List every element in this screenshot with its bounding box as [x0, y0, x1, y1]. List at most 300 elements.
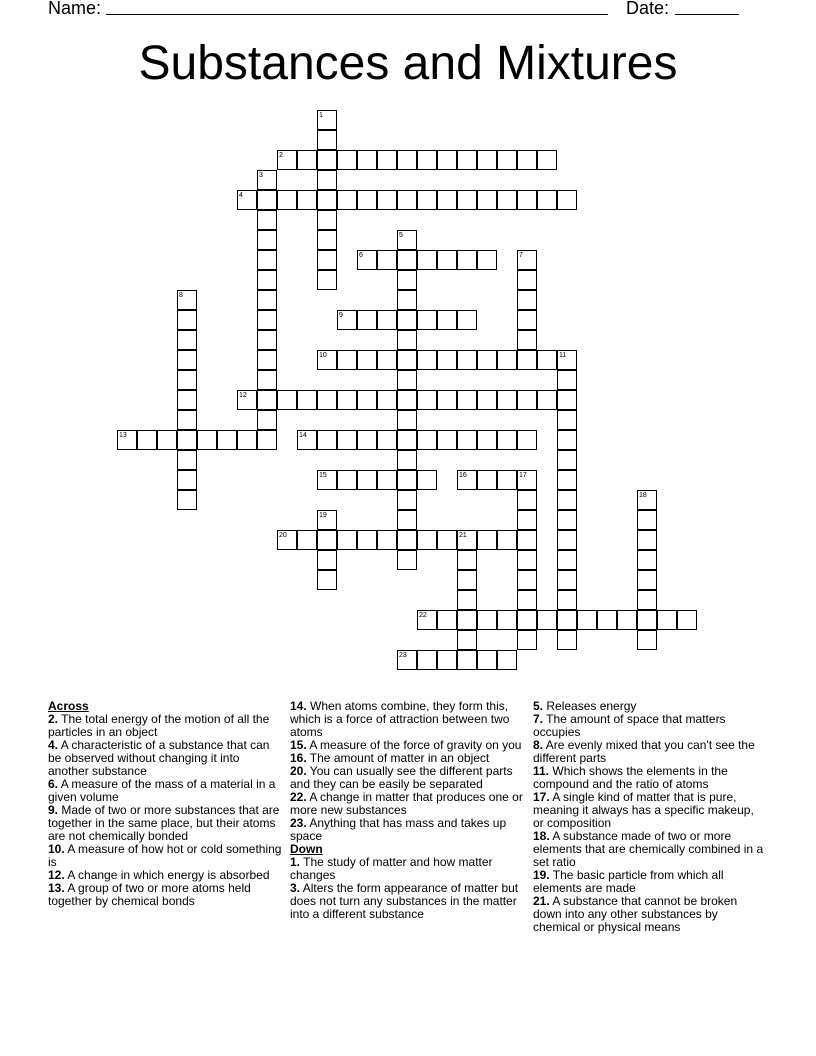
clue-number-label: 8 [179, 292, 183, 299]
grid-cell[interactable] [517, 470, 537, 490]
grid-cell[interactable] [437, 650, 457, 670]
grid-cell[interactable] [317, 270, 337, 290]
grid-cell[interactable] [557, 390, 577, 410]
clue-number: 10. [48, 842, 65, 856]
grid-cell[interactable] [257, 170, 277, 190]
grid-cell[interactable] [437, 430, 457, 450]
clue-down-18 [533, 830, 767, 869]
grid-cell[interactable] [217, 430, 237, 450]
grid-cell[interactable] [177, 330, 197, 350]
grid-cell[interactable] [457, 530, 477, 550]
grid-cell[interactable] [457, 310, 477, 330]
grid-cell[interactable] [257, 430, 277, 450]
grid-cell[interactable] [517, 550, 537, 570]
grid-cell[interactable] [557, 510, 577, 530]
grid-cell[interactable] [457, 550, 477, 570]
grid-cell[interactable] [177, 350, 197, 370]
grid-cell[interactable] [557, 590, 577, 610]
grid-cell[interactable] [477, 350, 497, 370]
clue-text: When atoms combine, they form this, which is a force of attraction between two atoms [290, 699, 510, 739]
grid-cell[interactable] [257, 310, 277, 330]
grid-cell[interactable] [317, 130, 337, 150]
grid-cell[interactable] [677, 610, 697, 630]
down-heading: Down [290, 842, 323, 856]
grid-cell[interactable] [637, 510, 657, 530]
grid-cell[interactable] [637, 590, 657, 610]
clue-down-7 [533, 713, 767, 739]
grid-cell[interactable] [597, 610, 617, 630]
grid-cell[interactable] [137, 430, 157, 450]
grid-cell[interactable] [457, 190, 477, 210]
grid-cell[interactable] [377, 250, 397, 270]
clue-number: 12. [48, 868, 65, 882]
clue-number: 22. [290, 790, 307, 804]
grid-cell[interactable] [377, 150, 397, 170]
grid-cell[interactable] [317, 210, 337, 230]
grid-cell[interactable] [397, 550, 417, 570]
grid-cell[interactable] [257, 290, 277, 310]
grid-cell[interactable] [517, 570, 537, 590]
grid-cell[interactable] [257, 230, 277, 250]
clue-number: 6. [48, 777, 59, 791]
grid-cell[interactable] [557, 370, 577, 390]
clue-text: Made of two or more substances that are together in the same place, but their atoms are not chemically bonded [48, 803, 280, 843]
clue-text: A characteristic of a substance that can be observed without changing it into another substance [48, 738, 270, 778]
grid-cell[interactable] [517, 590, 537, 610]
clue-across-9 [48, 804, 282, 843]
clue-number-label: 18 [639, 492, 647, 499]
clue-number: 9. [48, 803, 59, 817]
grid-cell[interactable] [177, 430, 197, 450]
clue-text: Anything that has mass and takes up space [290, 816, 507, 843]
grid-cell[interactable] [497, 150, 517, 170]
grid-cell[interactable] [297, 190, 317, 210]
grid-cell[interactable] [637, 610, 657, 630]
grid-cell[interactable] [357, 150, 377, 170]
grid-cell[interactable] [557, 190, 577, 210]
grid-cell[interactable] [437, 150, 457, 170]
clue-down-3 [290, 882, 526, 921]
grid-cell[interactable] [417, 470, 437, 490]
grid-cell[interactable] [457, 350, 477, 370]
grid-cell[interactable] [177, 390, 197, 410]
grid-cell[interactable] [637, 570, 657, 590]
grid-cell[interactable] [397, 530, 417, 550]
grid-cell[interactable] [357, 470, 377, 490]
grid-cell[interactable] [477, 610, 497, 630]
grid-cell[interactable] [457, 250, 477, 270]
grid-cell[interactable] [337, 190, 357, 210]
grid-cell[interactable] [177, 470, 197, 490]
grid-cell[interactable] [417, 430, 437, 450]
grid-cell[interactable] [317, 350, 337, 370]
grid-cell[interactable] [317, 510, 337, 530]
grid-cell[interactable] [557, 490, 577, 510]
grid-cell[interactable] [477, 530, 497, 550]
clue-number-label: 7 [519, 252, 523, 259]
clue-number-label: 11 [559, 352, 567, 359]
clue-number: 7. [533, 712, 544, 726]
grid-cell[interactable] [517, 330, 537, 350]
clue-number-label: 3 [259, 172, 263, 179]
clue-text: The total energy of the motion of all the particles in an object [48, 712, 270, 739]
grid-cell[interactable] [517, 610, 537, 630]
grid-cell[interactable] [337, 430, 357, 450]
clue-number: 19. [533, 868, 550, 882]
grid-cell[interactable] [557, 630, 577, 650]
grid-cell[interactable] [257, 250, 277, 270]
grid-cell[interactable] [377, 530, 397, 550]
grid-cell[interactable] [317, 150, 337, 170]
clue-text: A measure of the force of gravity on you [306, 738, 522, 752]
grid-cell[interactable] [537, 350, 557, 370]
grid-cell[interactable] [457, 650, 477, 670]
clues-column-3 [533, 700, 767, 934]
grid-cell[interactable] [397, 310, 417, 330]
grid-cell[interactable] [117, 430, 137, 450]
grid-cell[interactable] [637, 490, 657, 510]
grid-cell[interactable] [357, 530, 377, 550]
grid-cell[interactable] [257, 410, 277, 430]
grid-cell[interactable] [297, 150, 317, 170]
grid-cell[interactable] [417, 150, 437, 170]
grid-cell[interactable] [397, 350, 417, 370]
clue-number: 16. [290, 751, 307, 765]
grid-cell[interactable] [437, 310, 457, 330]
clue-text: A measure of how hot or cold something is [48, 842, 282, 869]
grid-cell[interactable] [437, 350, 457, 370]
grid-cell[interactable] [517, 150, 537, 170]
clue-across-10 [48, 843, 282, 869]
grid-cell[interactable] [397, 370, 417, 390]
grid-cell[interactable] [337, 390, 357, 410]
clue-across-22 [290, 791, 526, 817]
clue-number-label: 9 [339, 312, 343, 319]
grid-cell[interactable] [477, 390, 497, 410]
clue-text: A measure of the mass of a material in a given volume [48, 777, 276, 804]
grid-cell[interactable] [397, 490, 417, 510]
grid-cell[interactable] [637, 550, 657, 570]
grid-cell[interactable] [517, 310, 537, 330]
grid-cell[interactable] [617, 610, 637, 630]
grid-cell[interactable] [237, 430, 257, 450]
clue-number: 20. [290, 764, 307, 778]
grid-cell[interactable] [197, 430, 217, 450]
grid-cell[interactable] [497, 650, 517, 670]
grid-cell[interactable] [437, 530, 457, 550]
grid-cell[interactable] [337, 150, 357, 170]
grid-cell[interactable] [317, 550, 337, 570]
grid-cell[interactable] [417, 190, 437, 210]
grid-cell[interactable] [257, 270, 277, 290]
grid-cell[interactable] [397, 430, 417, 450]
grid-cell[interactable] [557, 430, 577, 450]
grid-cell[interactable] [557, 470, 577, 490]
clue-number: 23. [290, 816, 307, 830]
grid-cell[interactable] [517, 290, 537, 310]
grid-cell[interactable] [417, 350, 437, 370]
grid-cell[interactable] [557, 610, 577, 630]
grid-cell[interactable] [457, 570, 477, 590]
grid-cell[interactable] [557, 450, 577, 470]
grid-cell[interactable] [397, 230, 417, 250]
grid-cell[interactable] [237, 390, 257, 410]
clues-column-1 [48, 700, 282, 908]
clue-down-17 [533, 791, 767, 830]
grid-cell[interactable] [337, 470, 357, 490]
grid-cell[interactable] [457, 430, 477, 450]
grid-cell[interactable] [517, 490, 537, 510]
grid-cell[interactable] [337, 350, 357, 370]
grid-cell[interactable] [257, 350, 277, 370]
clue-number-label: 15 [319, 472, 327, 479]
grid-cell[interactable] [177, 310, 197, 330]
grid-cell[interactable] [397, 190, 417, 210]
grid-cell[interactable] [457, 590, 477, 610]
clue-text: Alters the form appearance of matter but does not turn any substances in the matter into a different substance [290, 881, 519, 921]
grid-cell[interactable] [457, 390, 477, 410]
grid-cell[interactable] [517, 630, 537, 650]
clue-number-label: 19 [319, 512, 327, 519]
grid-cell[interactable] [397, 270, 417, 290]
grid-cell[interactable] [257, 370, 277, 390]
grid-cell[interactable] [497, 190, 517, 210]
clue-number-label: 14 [299, 432, 307, 439]
clue-text: A change in which energy is absorbed [64, 868, 270, 882]
grid-cell[interactable] [457, 630, 477, 650]
grid-cell[interactable] [177, 290, 197, 310]
grid-cell[interactable] [477, 190, 497, 210]
grid-cell[interactable] [177, 450, 197, 470]
clue-number-label: 6 [359, 252, 363, 259]
clue-number: 5. [533, 699, 544, 713]
grid-cell[interactable] [397, 390, 417, 410]
grid-cell[interactable] [437, 190, 457, 210]
grid-cell[interactable] [517, 270, 537, 290]
grid-cell[interactable] [457, 610, 477, 630]
clues-column-2 [290, 700, 526, 921]
clue-number-label: 22 [419, 612, 427, 619]
grid-cell[interactable] [317, 110, 337, 130]
grid-cell[interactable] [537, 610, 557, 630]
clue-text: A substance that cannot be broken down into any other substances by chemical or physical means [533, 894, 738, 934]
grid-cell[interactable] [277, 190, 297, 210]
grid-cell[interactable] [357, 350, 377, 370]
grid-cell[interactable] [257, 190, 277, 210]
grid-cell[interactable] [477, 470, 497, 490]
grid-cell[interactable] [517, 430, 537, 450]
grid-cell[interactable] [377, 390, 397, 410]
clue-number: 21. [533, 894, 550, 908]
grid-cell[interactable] [497, 350, 517, 370]
grid-cell[interactable] [657, 610, 677, 630]
grid-cell[interactable] [437, 390, 457, 410]
grid-cell[interactable] [277, 390, 297, 410]
grid-cell[interactable] [317, 530, 337, 550]
grid-cell[interactable] [177, 490, 197, 510]
grid-cell[interactable] [537, 390, 557, 410]
grid-cell[interactable] [557, 350, 577, 370]
clue-number-label: 1 [319, 112, 323, 119]
clue-number: 3. [290, 881, 301, 895]
clue-across-13 [48, 882, 282, 908]
clue-across-4 [48, 739, 282, 778]
grid-cell[interactable] [457, 150, 477, 170]
grid-cell[interactable] [497, 470, 517, 490]
grid-cell[interactable] [517, 530, 537, 550]
grid-cell[interactable] [497, 430, 517, 450]
grid-cell[interactable] [557, 550, 577, 570]
grid-cell[interactable] [157, 430, 177, 450]
grid-cell[interactable] [397, 150, 417, 170]
clue-number: 1. [290, 855, 301, 869]
grid-cell[interactable] [537, 190, 557, 210]
clue-number-label: 13 [119, 432, 127, 439]
grid-cell[interactable] [297, 530, 317, 550]
grid-cell[interactable] [357, 310, 377, 330]
grid-cell[interactable] [417, 250, 437, 270]
grid-cell[interactable] [177, 370, 197, 390]
clue-text: A change in matter that produces one or more new substances [290, 790, 523, 817]
clue-number: 2. [48, 712, 59, 726]
grid-cell[interactable] [437, 250, 457, 270]
grid-cell[interactable] [317, 390, 337, 410]
grid-cell[interactable] [437, 610, 457, 630]
grid-cell[interactable] [257, 210, 277, 230]
grid-cell[interactable] [457, 470, 477, 490]
clue-text: Are evenly mixed that you can't see the different parts [533, 738, 755, 765]
grid-cell[interactable] [317, 190, 337, 210]
grid-cell[interactable] [377, 470, 397, 490]
clue-text: The amount of space that matters occupies [533, 712, 726, 739]
clue-number-label: 16 [459, 472, 467, 479]
grid-cell[interactable] [417, 390, 437, 410]
grid-cell[interactable] [397, 510, 417, 530]
clue-number-label: 20 [279, 532, 287, 539]
clue-number: 15. [290, 738, 307, 752]
clue-text: A group of two or more atoms held together by chemical bonds [48, 881, 251, 908]
grid-cell[interactable] [297, 430, 317, 450]
grid-cell[interactable] [397, 410, 417, 430]
grid-cell[interactable] [317, 430, 337, 450]
grid-cell[interactable] [497, 610, 517, 630]
clue-number: 14. [290, 699, 307, 713]
grid-cell[interactable] [417, 650, 437, 670]
grid-cell[interactable] [177, 410, 197, 430]
grid-cell[interactable] [377, 310, 397, 330]
grid-cell[interactable] [397, 290, 417, 310]
clue-number-label: 21 [459, 532, 467, 539]
clue-down-1 [290, 856, 526, 882]
grid-cell[interactable] [637, 630, 657, 650]
grid-cell[interactable] [557, 530, 577, 550]
grid-cell[interactable] [417, 610, 437, 630]
grid-cell[interactable] [537, 150, 557, 170]
grid-cell[interactable] [397, 650, 417, 670]
grid-cell[interactable] [377, 190, 397, 210]
clue-text: The study of matter and how matter changes [290, 855, 493, 882]
clue-across-20 [290, 765, 526, 791]
grid-cell[interactable] [257, 390, 277, 410]
grid-cell[interactable] [317, 470, 337, 490]
grid-cell[interactable] [317, 170, 337, 190]
grid-cell[interactable] [317, 230, 337, 250]
clue-number: 17. [533, 790, 550, 804]
clue-down-21 [533, 895, 767, 934]
grid-cell[interactable] [517, 510, 537, 530]
grid-cell[interactable] [417, 310, 437, 330]
clue-number: 8. [533, 738, 544, 752]
clue-text: A single kind of matter that is pure, meaning it always has a specific makeup, or composition [533, 790, 754, 830]
grid-cell[interactable] [337, 310, 357, 330]
grid-cell[interactable] [477, 150, 497, 170]
grid-cell[interactable] [357, 250, 377, 270]
grid-cell[interactable] [477, 430, 497, 450]
grid-cell[interactable] [477, 650, 497, 670]
page-title: Substances and Mixtures [138, 37, 678, 90]
grid-cell[interactable] [577, 610, 597, 630]
grid-cell[interactable] [277, 150, 297, 170]
clue-number-label: 10 [319, 352, 327, 359]
clue-text: Which shows the elements in the compound and the ratio of atoms [533, 764, 728, 791]
grid-cell[interactable] [337, 530, 357, 550]
grid-cell[interactable] [357, 390, 377, 410]
clue-text: The basic particle from which all elements are made [533, 868, 724, 895]
clue-across-6 [48, 778, 282, 804]
clue-number: 13. [48, 881, 65, 895]
grid-cell[interactable] [357, 430, 377, 450]
grid-cell[interactable] [417, 530, 437, 550]
grid-cell[interactable] [277, 530, 297, 550]
grid-cell[interactable] [497, 530, 517, 550]
clue-text: The amount of matter in an object [306, 751, 490, 765]
clue-across-14 [290, 700, 526, 739]
grid-cell[interactable] [517, 350, 537, 370]
grid-cell[interactable] [397, 470, 417, 490]
clue-down-11 [533, 765, 767, 791]
grid-cell[interactable] [237, 190, 257, 210]
grid-cell[interactable] [317, 250, 337, 270]
clue-across-2 [48, 713, 282, 739]
grid-cell[interactable] [377, 350, 397, 370]
grid-cell[interactable] [517, 190, 537, 210]
grid-cell[interactable] [397, 250, 417, 270]
clue-number-label: 4 [239, 192, 243, 199]
clue-down-19 [533, 869, 767, 895]
clue-number: 4. [48, 738, 59, 752]
grid-cell[interactable] [397, 330, 417, 350]
grid-cell[interactable] [377, 430, 397, 450]
across-heading: Across [48, 699, 89, 713]
clue-down-8 [533, 739, 767, 765]
clue-number: 18. [533, 829, 550, 843]
grid-cell[interactable] [557, 570, 577, 590]
grid-cell[interactable] [477, 250, 497, 270]
grid-cell[interactable] [317, 570, 337, 590]
grid-cell[interactable] [497, 390, 517, 410]
clue-text: You can usually see the different parts and they can be easily be separated [290, 764, 513, 791]
grid-cell[interactable] [557, 410, 577, 430]
clue-number-label: 5 [399, 232, 403, 239]
clue-text: A substance made of two or more elements that are chemically combined in a set ratio [533, 829, 764, 869]
grid-cell[interactable] [357, 190, 377, 210]
grid-cell[interactable] [517, 250, 537, 270]
grid-cell[interactable] [397, 450, 417, 470]
grid-cell[interactable] [297, 390, 317, 410]
grid-cell[interactable] [517, 390, 537, 410]
grid-cell[interactable] [257, 330, 277, 350]
grid-cell[interactable] [637, 530, 657, 550]
